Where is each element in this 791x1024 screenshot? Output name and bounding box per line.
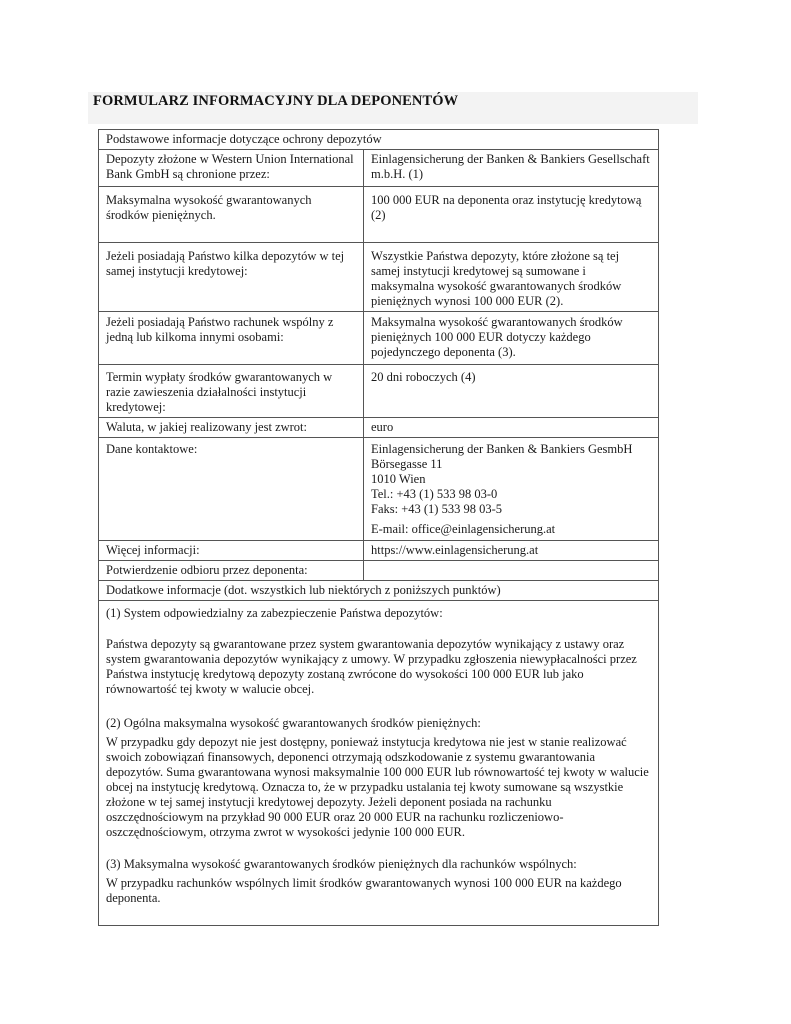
row-value-payout-term: 20 dni roboczych (4) xyxy=(364,365,659,418)
table-row xyxy=(99,561,659,581)
additional-header-row xyxy=(99,581,659,601)
contact-fax: Faks: +43 (1) 533 98 03-5 xyxy=(371,502,502,516)
table-row xyxy=(99,438,659,541)
row-label-receipt-confirmation: Potwierdzenie odbioru przez deponenta: xyxy=(99,561,364,581)
table-row xyxy=(99,312,659,365)
section-2-title: (2) Ogólna maksymalna wysokość gwarantowanych środków pieniężnych: xyxy=(106,716,481,730)
deposit-info-table xyxy=(98,129,659,926)
section-2-body: W przypadku gdy depozyt nie jest dostępny, ponieważ instytucja kredytowa nie jest w stanie realizować swoich zobowiązań finansowych, deponenci otrzymają odszkodowanie z systemu gwarantowania depozytów. Suma gwarantowana wynosi maksymalnie 100 000 EUR lub równowartość tej kwoty w walucie obcej na instytucję kredytową. Oznacza to, że w przypadku ustalania tej kwoty sumowane są wszystkie złożone w tej samej instytucji kredytowej depozyty. Jeżeli deponent posiada na rachunku oszczędnościowym na przykład 90 000 EUR oraz 20 000 EUR na rachunku rozliczeniowo-oszczędnościowym, otrzyma zwrot w wysokości jedynie 100 000 EUR. xyxy=(106,735,649,839)
contact-name: Einlagensicherung der Banken & Bankiers GesmbH xyxy=(371,442,633,456)
additional-info-cell xyxy=(99,601,659,926)
table-row xyxy=(99,243,659,312)
row-label-contact: Dane kontaktowe: xyxy=(99,438,364,541)
section-3-title: (3) Maksymalna wysokość gwarantowanych środków pieniężnych dla rachunków wspólnych: xyxy=(106,857,577,871)
contact-street: Börsegasse 11 xyxy=(371,457,443,471)
row-label-payout-term: Termin wypłaty środków gwarantowanych w razie zawieszenia działalności instytucji kredytowej: xyxy=(99,365,364,418)
table-row xyxy=(99,365,659,418)
row-value-currency: euro xyxy=(364,418,659,438)
row-label-joint-account: Jeżeli posiadają Państwo rachunek wspólny z jedną lub kilkoma innymi osobami: xyxy=(99,312,364,365)
section-1-body: Państwa depozyty są gwarantowane przez system gwarantowania depozytów wynikający z ustawy oraz system gwarantowania depozytów wynikający z umowy. W przypadku zgłoszenia niewypłacalności przez Państwa instytucję kredytową depozyty zostaną zwrócone do wysokości 100 000 EUR lub jako równowartość tej kwoty w walucie obcej. xyxy=(106,637,637,696)
row-label-currency: Waluta, w jakiej realizowany jest zwrot: xyxy=(99,418,364,438)
table-row xyxy=(99,541,659,561)
row-label-max-amount: Maksymalna wysokość gwarantowanych środków pieniężnych. xyxy=(99,187,364,243)
table-row xyxy=(99,187,659,243)
contact-phone: Tel.: +43 (1) 533 98 03-0 xyxy=(371,487,498,501)
page-title: FORMULARZ INFORMACYJNY DLA DEPONENTÓW xyxy=(93,93,459,109)
section-3-body: W przypadku rachunków wspólnych limit środków gwarantowanych wynosi 100 000 EUR na każdego deponenta. xyxy=(106,876,622,905)
table-row xyxy=(99,418,659,438)
table-header-text: Podstawowe informacje dotyczące ochrony depozytów xyxy=(106,132,382,146)
row-value-joint-account: Maksymalna wysokość gwarantowanych środków pieniężnych 100 000 EUR dotyczy każdego pojedynczego deponenta (3). xyxy=(364,312,659,365)
row-label-protection: Depozyty złożone w Western Union International Bank GmbH są chronione przez: xyxy=(99,150,364,187)
table-row xyxy=(99,150,659,187)
row-label-multiple-deposits: Jeżeli posiadają Państwo kilka depozytów w tej samej instytucji kredytowej: xyxy=(99,243,364,312)
row-value-receipt-confirmation xyxy=(364,561,659,581)
row-value-multiple-deposits: Wszystkie Państwa depozyty, które złożone są tej samej instytucji kredytowej są sumowane i maksymalna wysokość gwarantowanych środków pieniężnych wynosi 100 000 EUR (2). xyxy=(364,243,659,312)
additional-info-row xyxy=(99,601,659,926)
row-label-more-info: Więcej informacji: xyxy=(99,541,364,561)
contact-email: E-mail: office@einlagensicherung.at xyxy=(371,522,556,536)
row-value-max-amount: 100 000 EUR na deponenta oraz instytucję kredytową (2) xyxy=(364,187,659,243)
table-header-cell xyxy=(99,130,659,150)
row-value-protection: Einlagensicherung der Banken & Bankiers Gesellschaft m.b.H. (1) xyxy=(364,150,659,187)
row-value-more-info-link[interactable]: https://www.einlagensicherung.at xyxy=(364,541,659,561)
section-1-title: (1) System odpowiedzialny za zabezpieczenie Państwa depozytów: xyxy=(106,606,443,620)
table-header-row xyxy=(99,130,659,150)
additional-header-text: Dodatkowe informacje (dot. wszystkich lub niektórych z poniższych punktów) xyxy=(106,583,501,597)
contact-city: 1010 Wien xyxy=(371,472,426,486)
additional-header-cell xyxy=(99,581,659,601)
row-value-contact xyxy=(364,438,659,541)
